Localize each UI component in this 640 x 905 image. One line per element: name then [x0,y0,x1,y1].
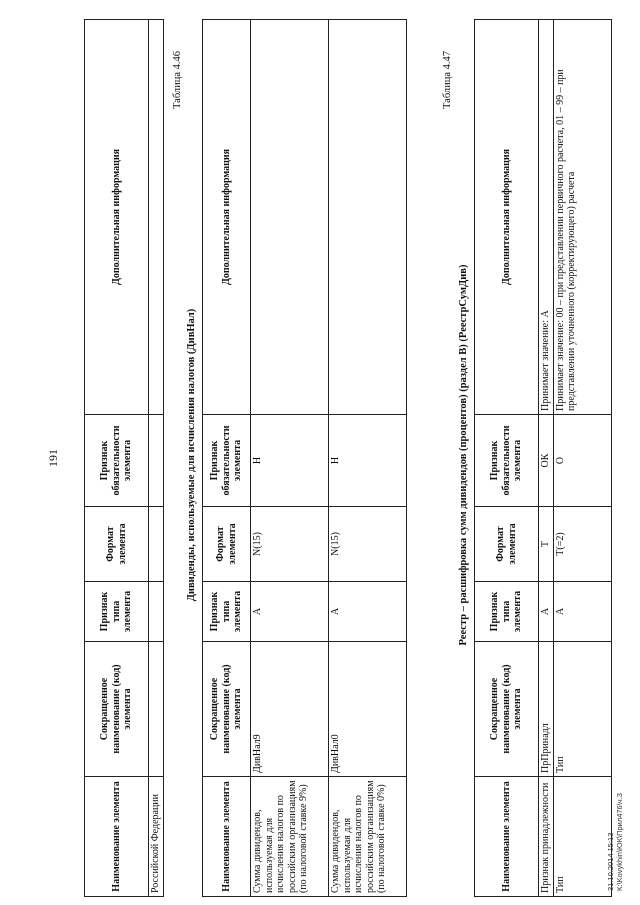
table-cell [149,507,164,582]
col-header-format: Формат элемента [475,507,539,582]
table-label-4-46: Таблица 4.46 [172,50,183,109]
element-type: А [553,582,611,642]
col-header-type: Признак типа элемента [203,582,251,642]
element-format: N(15) [329,507,407,582]
element-info [329,20,407,415]
element-format: Т(=2) [553,507,611,582]
col-header-name: Наименование элемента [475,777,539,897]
col-header-info: Дополнительная информация [203,20,251,415]
continuation-table [84,19,164,897]
table-4-46 [202,19,407,897]
element-name: Сумма дивидендов, используемая для исчисления налогов по российским организациям (по налоговой ставке 0%) [329,777,407,897]
table-row [539,20,554,897]
table-cell [149,20,164,415]
col-header-required: Признак обязательности элемента [475,415,539,507]
col-header-type: Признак типа элемента [85,582,149,642]
table-caption-4-47: Реестр – расшифровка сумм дивидендов (процентов) (раздел В) (РеестрСумДив) [458,264,469,646]
element-name: Сумма дивидендов, используемая для исчисления налогов по российским организациям (по налоговой ставке 9%) [251,777,329,897]
col-header-name: Наименование элемента [85,777,149,897]
element-name: Признак принадлежности [539,777,554,897]
col-header-format: Формат элемента [85,507,149,582]
element-info [251,20,329,415]
element-code: ПрПринадл [539,642,554,777]
element-info: Принимает значение: 00 – при представлении первичного расчета, 01 – 99 – при представлении уточненного (корректирующего) расчета [553,20,611,415]
col-header-required: Признак обязательности элемента [85,415,149,507]
element-name: Тип [553,777,611,897]
col-header-name: Наименование элемента [203,777,251,897]
table-cell [149,415,164,507]
page-number: 191 [46,449,60,467]
col-header-type: Признак типа элемента [475,582,539,642]
element-type: А [539,582,554,642]
table-cell: Российской Федерации [149,777,164,897]
element-code: Тип [553,642,611,777]
table-label-4-47: Таблица 4.47 [442,50,453,109]
element-format: N(15) [251,507,329,582]
col-header-short: Сокращенное наименование (код) элемента [475,642,539,777]
table-caption-4-46: Дивиденды, используемые для исчисления налогов (ДивНал) [186,308,197,602]
col-header-info: Дополнительная информация [85,20,149,415]
element-type: А [329,582,407,642]
element-required: ОК [539,415,554,507]
document-footer [606,793,624,891]
element-type: А [251,582,329,642]
table-cell [149,582,164,642]
element-required: О [553,415,611,507]
element-required: Н [329,415,407,507]
table-row [553,20,611,897]
element-format: Т [539,507,554,582]
col-header-required: Признак обязательности элемента [203,415,251,507]
element-info: Принимает значение: А [539,20,554,415]
element-code: ДивНал0 [329,642,407,777]
col-header-info: Дополнительная информация [475,20,539,415]
element-code: ДивНал9 [251,642,329,777]
table-row [329,20,407,897]
element-required: Н [251,415,329,507]
footer-timestamp: 31.10.2014 15:13 [606,832,615,891]
table-row [251,20,329,897]
col-header-short: Сокращенное наименование (код) элемента [203,642,251,777]
col-header-short: Сокращенное наименование (код) элемента [85,642,149,777]
table-cell [149,642,164,777]
col-header-format: Формат элемента [203,507,251,582]
footer-path: К:\Kovykhin\ЮК\Прил476\ч.3 [615,793,624,891]
table-4-47 [474,19,612,897]
